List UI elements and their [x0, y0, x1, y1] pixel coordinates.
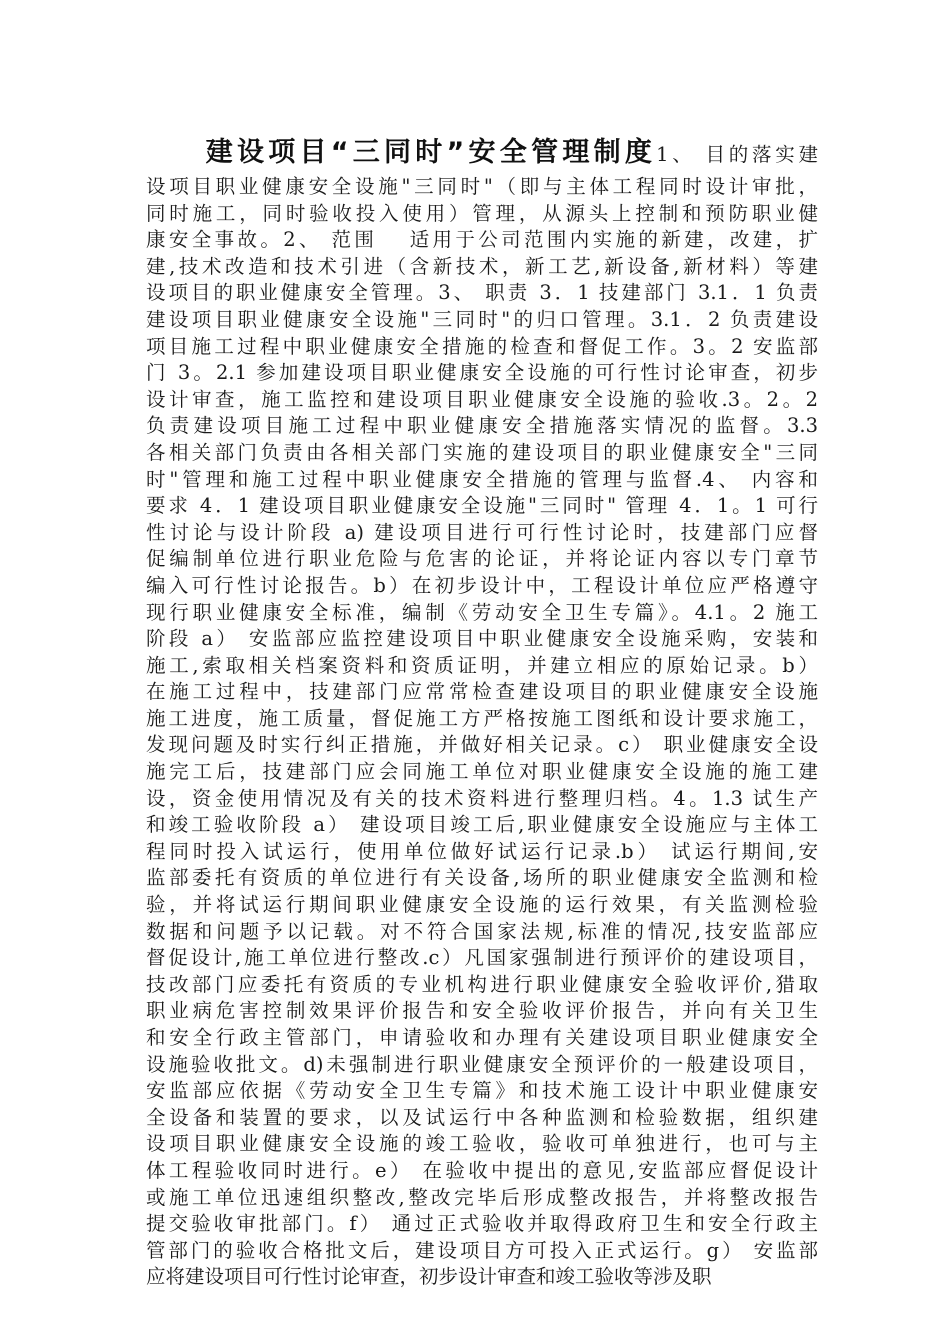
text-line: 在施工过程中，技建部门应常常检查建设项目的职业健康安全设施	[146, 680, 818, 704]
text-line: 性讨论与设计阶段 a) 建设项目进行可行性讨论时，技建部门应督	[146, 520, 818, 544]
text-line: 时"管理和施工过程中职业健康安全措施的管理与监督.4、 内容和	[146, 467, 818, 491]
text-line: 负责建设项目施工过程中职业健康安全措施落实情况的监督。3.3	[146, 414, 818, 438]
text-line: 门 3。2.1 参加建设项目职业健康安全设施的可行性讨论审查，初步	[146, 361, 818, 385]
text-line: 全设备和装置的要求，以及试运行中各种监测和检验数据，组织建	[146, 1105, 818, 1129]
text-line: 验，并将试运行期间职业健康安全设施的运行效果，有关监测检验	[146, 893, 818, 917]
text-line: 应将建设项目可行性讨论审查，初步设计审查和竣工验收等涉及职	[146, 1265, 712, 1289]
text-line: 施工,索取相关档案资料和资质证明，并建立相应的原始记录。b）	[146, 653, 818, 677]
text-line: 数据和问题予以记载。对不符合国家法规,标准的情况,技安监部应	[146, 919, 818, 943]
text-line: 编入可行性讨论报告。b）在初步设计中，工程设计单位应严格遵守	[146, 573, 818, 597]
text-line: 建,技术改造和技术引进（含新技术，新工艺,新设备,新材料）等建	[146, 254, 818, 278]
body-paragraph	[146, 174, 818, 1291]
text-line: 管部门的验收合格批文后，建设项目方可投入正式运行。g） 安监部	[146, 1238, 818, 1262]
text-line: 项目施工过程中职业健康安全措施的检查和督促工作。3。2 安监部	[146, 334, 818, 358]
text-line: 和竣工验收阶段 a） 建设项目竣工后,职业健康安全设施应与主体工	[146, 813, 818, 837]
text-line: 设施验收批文。d)未强制进行职业健康安全预评价的一般建设项目，	[146, 1052, 818, 1076]
text-line: 各相关部门负责由各相关部门实施的建设项目的职业健康安全"三同	[146, 440, 818, 464]
first-line-text: 1、 目的落实建	[656, 143, 818, 166]
text-line: 设，资金使用情况及有关的技术资料进行整理归档。4。1.3 试生产	[146, 786, 818, 810]
document-body	[146, 132, 818, 1291]
text-line: 设项目的职业健康安全管理。3、 职责 3．1 技建部门 3.1．1 负责	[146, 281, 818, 305]
text-line: 职业病危害控制效果评价报告和安全验收评价报告，并向有关卫生	[146, 999, 818, 1023]
text-line: 建设项目职业健康安全设施"三同时"的归口管理。3.1．2 负责建设	[146, 307, 818, 331]
document-title: 建设项目“三同时”安全管理制度	[202, 137, 657, 168]
text-line: 要求 4．1 建设项目职业健康安全设施"三同时" 管理 4．1。1 可行	[146, 494, 818, 518]
text-line: 或施工单位迅速组织整改,整改完毕后形成整改报告，并将整改报告	[146, 1185, 818, 1209]
text-line: 督促设计,施工单位进行整改.c）凡国家强制进行预评价的建设项目，	[146, 946, 818, 970]
text-line: 安监部应依据《劳动安全卫生专篇》和技术施工设计中职业健康安	[146, 1079, 818, 1103]
text-line: 发现问题及时实行纠正措施，并做好相关记录。c） 职业健康安全设	[146, 733, 818, 757]
text-line: 程同时投入试运行，使用单位做好试运行记录.b） 试运行期间,安	[146, 839, 818, 863]
title-line	[146, 132, 818, 174]
text-line: 康安全事故。2、 范围 适用于公司范围内实施的新建，改建，扩	[146, 228, 818, 252]
text-line: 和安全行政主管部门，申请验收和办理有关建设项目职业健康安全	[146, 1026, 818, 1049]
text-line: 施完工后，技建部门应会同施工单位对职业健康安全设施的施工建	[146, 760, 818, 784]
text-line: 监部委托有资质的单位进行有关设备,场所的职业健康安全监测和检	[146, 866, 818, 890]
text-line: 同时施工，同时验收投入使用）管理，从源头上控制和预防职业健	[146, 201, 818, 225]
text-line: 体工程验收同时进行。e） 在验收中提出的意见,安监部应督促设计	[146, 1158, 818, 1182]
text-line: 设项目职业健康安全设施的竣工验收，验收可单独进行，也可与主	[146, 1132, 818, 1156]
text-line: 施工进度，施工质量，督促施工方严格按施工图纸和设计要求施工，	[146, 706, 818, 730]
text-line: 促编制单位进行职业危险与危害的论证，并将论证内容以专门章节	[146, 547, 818, 571]
text-line: 技改部门应委托有资质的专业机构进行职业健康安全验收评价,猎取	[146, 972, 818, 996]
text-line: 设计审查，施工监控和建设项目职业健康安全设施的验收.3。2。2	[146, 387, 818, 411]
text-line: 设项目职业健康安全设施"三同时"（即与主体工程同时设计审批，	[146, 175, 818, 198]
text-line: 阶段 a） 安监部应监控建设项目中职业健康安全设施采购，安装和	[146, 627, 818, 651]
text-line: 提交验收审批部门。f） 通过正式验收并取得政府卫生和安全行政主	[146, 1212, 818, 1236]
text-line: 现行职业健康安全标准，编制《劳动安全卫生专篇》。4.1。2 施工	[146, 600, 818, 624]
